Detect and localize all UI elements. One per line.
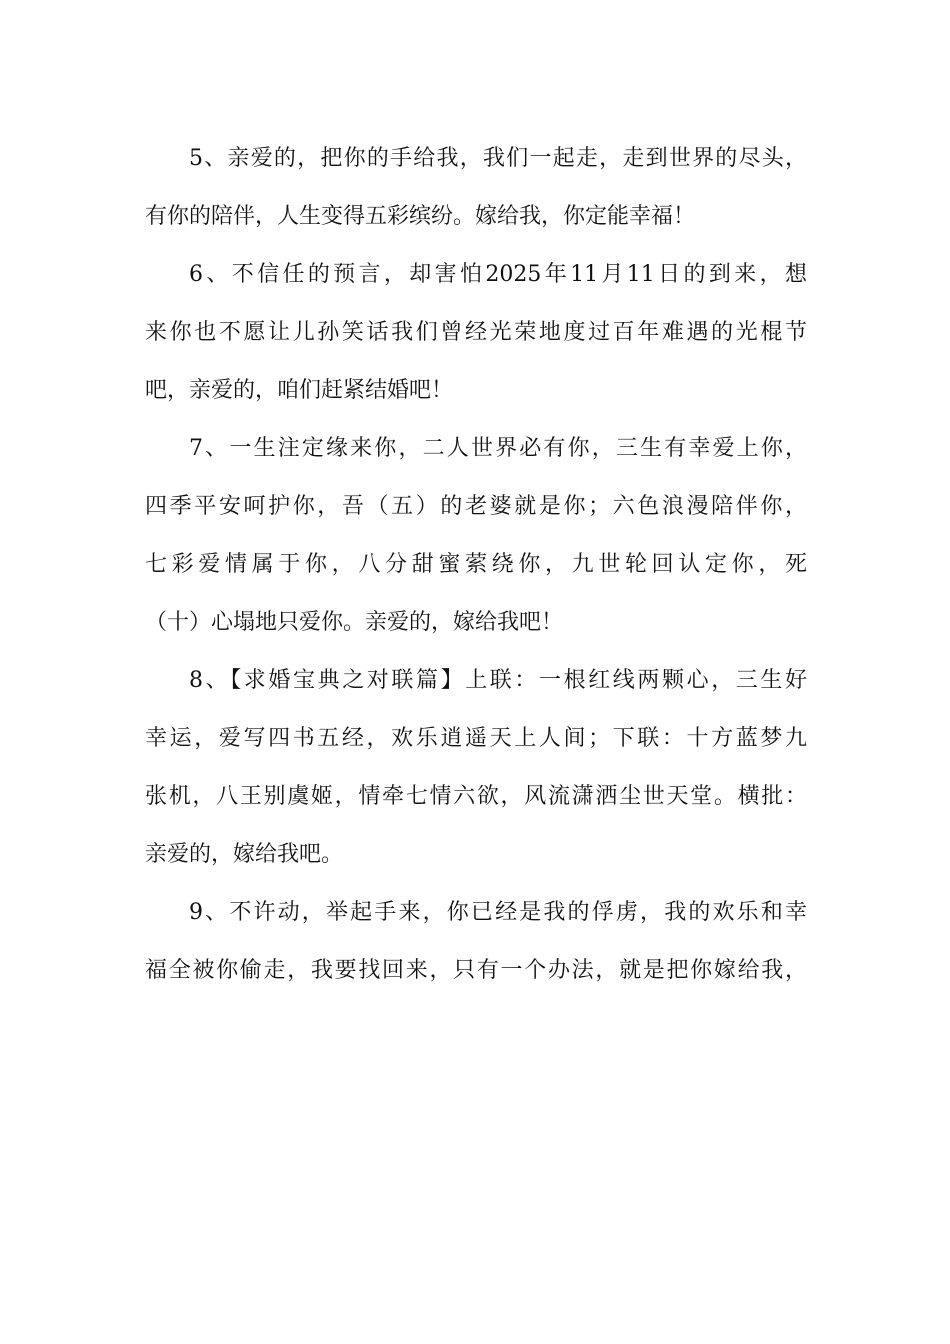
paragraph-line: 来你也不愿让儿孙笑话我们曾经光荣地度过百年难遇的光棍节 (145, 320, 807, 345)
paragraph-line: 9、不许动，举起手来，你已经是我的俘虏，我的欢乐和幸 (189, 900, 807, 925)
paragraph-9 (145, 884, 807, 1000)
paragraph-8 (145, 652, 807, 884)
paragraph-line: 四季平安呵护你，吾（五）的老婆就是你；六色浪漫陪伴你， (145, 494, 807, 519)
paragraph-line: 吧，亲爱的，咱们赶紧结婚吧！ (145, 378, 454, 403)
document-body (145, 130, 807, 1000)
paragraph-line: 幸运，爱写四书五经，欢乐逍遥天上人间；下联：十方蓝梦九 (145, 726, 807, 751)
paragraph-5 (145, 130, 807, 246)
paragraph-line: 有你的陪伴，人生变得五彩缤纷。嫁给我，你定能幸福！ (145, 204, 696, 229)
paragraph-line: 福全被你偷走，我要找回来，只有一个办法，就是把你嫁给我， (145, 958, 807, 983)
paragraph-line: 亲爱的，嫁给我吧。 (145, 842, 344, 867)
paragraph-6 (145, 246, 807, 420)
paragraph-line: 七彩爱情属于你，八分甜蜜萦绕你，九世轮回认定你，死 (145, 552, 807, 577)
paragraph-7 (145, 420, 807, 652)
paragraph-line: （十）心塌地只爱你。亲爱的，嫁给我吧！ (145, 610, 564, 635)
paragraph-line: 8、【求婚宝典之对联篇】上联：一根红线两颗心，三生好 (189, 668, 807, 693)
paragraph-line: 张机，八王别虞姬，情牵七情六欲，风流潇洒尘世天堂。横批： (145, 784, 807, 809)
paragraph-line: 5、亲爱的，把你的手给我，我们一起走，走到世界的尽头， (189, 146, 807, 171)
paragraph-line: 6、不信任的预言，却害怕2025年11月11日的到来，想 (189, 262, 807, 287)
paragraph-line: 7、一生注定缘来你，二人世界必有你，三生有幸爱上你， (189, 436, 807, 461)
